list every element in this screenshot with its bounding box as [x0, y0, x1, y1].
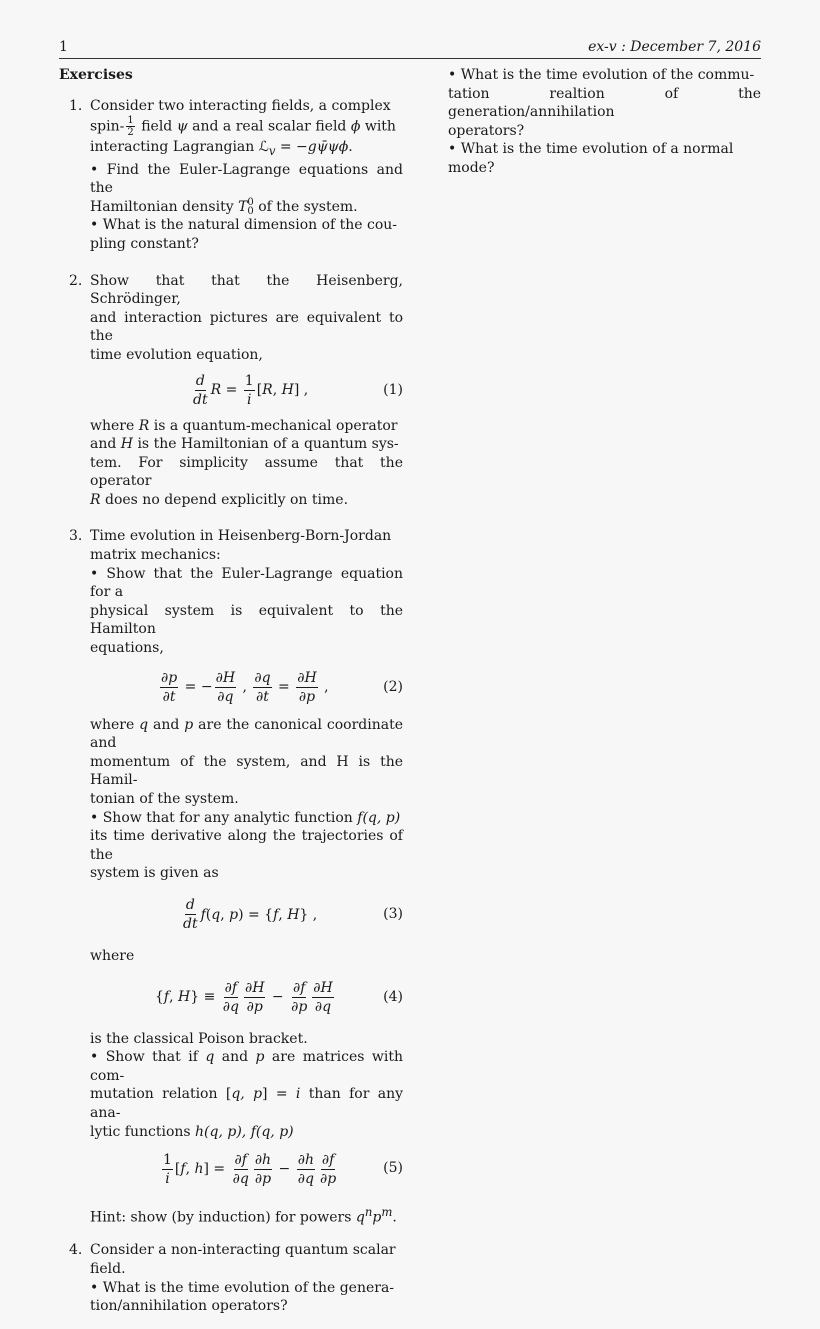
- equation-2: $\frac{\partial p}{\partial t}$ = − $\frac{\partial H}{\partial q}$ , $\frac{\partial q}{\partial t}$ = $\frac{\partial H}{\partial p}$ , (2): [161, 670, 403, 706]
- equation-4: { f , H } ≡ $\frac{\partial f}{\partial q}$ $\frac{\partial H}{\partial p}$ − $\frac{\partial f}{\partial p}$ $\frac{\partial H}{\partial q}$ (4): [155, 980, 403, 1016]
- section-heading: Exercises: [59, 67, 133, 83]
- exercise-1: [59, 97, 403, 254]
- equation-number: (1): [383, 381, 403, 398]
- left-column: [59, 66, 403, 1329]
- exercise-3-hint: Hint: show (by induction) for powers $q^np^m$.: [90, 1205, 397, 1226]
- exercise-number: 4.: [69, 1242, 83, 1259]
- exercise-4-text: Consider a non-interacting quantum scalar field. • What is the time evolution of the genera- tion/annihilation operators?: [90, 1241, 403, 1315]
- exercise-3-lower: is the classical Poison bracket. • Show that if q and p are matrices with com- mutation relation [q, p] = i than for any ana- lytic functions h(q, p), f(q, p): [90, 1030, 403, 1142]
- equation-number: (2): [383, 678, 403, 695]
- exercise-4: [59, 1241, 403, 1315]
- exercise-3-intro: Time evolution in Heisenberg-Born-Jordan matrix mechanics: • Show that the Euler-Lagrange equation for a physical system is equivalent to the Hamilton equations,: [90, 527, 403, 657]
- equation-number: (3): [383, 905, 403, 922]
- exercise-2: [59, 272, 403, 510]
- exercise-4-continued: • What is the time evolution of the commu- tation realtion of the generation/annihilation operators? • What is the time evolution of a normal mode?: [448, 66, 761, 178]
- equation-number: (4): [383, 988, 403, 1005]
- exercise-number: 3.: [69, 528, 83, 545]
- equation-5: $\frac{1}{i}$ [ f , h ] = $\frac{\partial f}{\partial q}$ $\frac{\partial h}{\partial p}$ − $\frac{\partial h}{\partial q}$ $\frac{\partial f}{\partial p}$ (5): [163, 1151, 403, 1187]
- page-number: 1: [59, 39, 68, 55]
- exercise-2-text: Show that that the Heisenberg, Schrödinger, and interaction pictures are equivalent to the time evolution equation,: [90, 272, 403, 363]
- running-title: ex-v : December 7, 2016: [588, 39, 761, 55]
- exercise-number: 2.: [69, 272, 83, 289]
- right-column: [448, 66, 761, 178]
- exercise-2-after: where R is a quantum-mechanical operator and H is the Hamiltonian of a quantum sys- tem. For simplicity assume that the operator R does no depend explicitly on time.: [90, 417, 403, 508]
- exercise-3-where: where: [90, 947, 135, 964]
- exercise-1-text: Consider two interacting fields, a complex spin- $\frac{1}{2}$ field ψ and a real scalar field ϕ with interacting Lagrangian ℒ$_v$ = −gψ̄ψϕ. • Find the Euler-Lagrange equations and the Hamiltonian density T0 0 of the system. • What is the natural dimension of the cou- pling constant?: [90, 97, 403, 254]
- equation-number: (5): [383, 1160, 403, 1177]
- equation-3: $\frac{d}{dt}$ f ( q , p ) = { f , H } , (3): [183, 897, 403, 933]
- page-header: [59, 38, 761, 59]
- exercise-3-middle: where q and p are the canonical coordinate and momentum of the system, and H is the Hamil- tonian of the system. • Show that for any analytic function f(q, p) its time derivative along the trajectories of the system is given as: [90, 716, 403, 883]
- exercise-3: [59, 527, 403, 1227]
- equation-1: $\frac{d}{dt}$ R = $\frac{1}{i}$ [ R , H ] , (1): [193, 373, 403, 409]
- exercise-number: 1.: [69, 97, 83, 114]
